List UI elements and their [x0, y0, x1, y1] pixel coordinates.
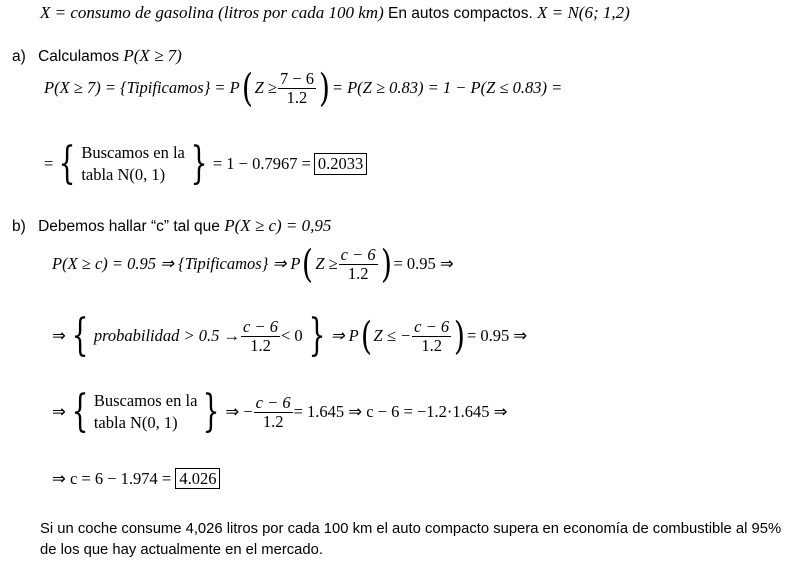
left-paren: ( — [241, 66, 253, 110]
brace-line-bottom: tabla N(0, 1) — [93, 413, 178, 432]
part-a-eq1-right: = P(Z ≥ 0.83) = 1 − P(Z ≤ 0.83) = — [331, 78, 563, 97]
intro-distribution: X = N(6; 1,2) — [537, 3, 630, 22]
part-b-equation-2 — [52, 312, 527, 360]
left-brace: { — [58, 138, 76, 189]
part-a-result-box: 0.2033 — [314, 153, 367, 175]
part-b-heading-math: P(X ≥ c) = 0,95 — [224, 216, 332, 235]
right-paren: ) — [453, 314, 466, 358]
part-b-eq1-left: P(X ≥ c) = 0.95 ⇒ {Tipificamos} ⇒ P — [52, 254, 301, 273]
intro-text: En autos compactos. — [383, 5, 538, 22]
part-b-eq2-fraction — [241, 318, 280, 355]
part-b-heading — [12, 216, 331, 236]
fraction-numerator: c − 6 — [243, 316, 278, 336]
part-b-eq2-z: Z ≤ − — [373, 326, 412, 345]
intro-line — [40, 3, 630, 23]
left-paren: ( — [360, 314, 372, 358]
part-b-eq3-fraction — [254, 394, 293, 431]
right-brace: } — [308, 310, 326, 361]
right-paren: ) — [318, 66, 330, 110]
part-b-eq4-left: ⇒ c = 6 − 1.974 = — [52, 469, 172, 488]
part-b-equation-1 — [52, 240, 454, 288]
part-b-eq1-z: Z ≥ — [315, 254, 338, 273]
fraction-numerator: c − 6 — [414, 316, 450, 336]
part-a-eq2-brace-content — [81, 142, 185, 186]
right-paren: ) — [380, 242, 392, 286]
right-brace: } — [190, 138, 208, 189]
part-b-eq3-arrow: ⇒ — [52, 402, 66, 421]
left-brace: { — [71, 310, 89, 361]
part-b-eq3-mid: ⇒ − — [225, 402, 253, 421]
part-a-eq2-equals: = — [44, 154, 54, 173]
part-a-heading-text: Calculamos — [38, 48, 124, 65]
part-b-eq2-less-than: < 0 — [281, 326, 303, 345]
part-b-equation-4 — [52, 469, 220, 489]
part-a-eq1-fraction — [278, 70, 316, 107]
part-b-eq2-probability: probabilidad > 0.5 → — [93, 326, 241, 345]
part-b-heading-text: Debemos hallar “c” tal que — [38, 218, 225, 235]
part-a-eq2-right: = 1 − 0.7967 = — [212, 154, 311, 173]
part-a-eq1-z: Z ≥ — [254, 78, 277, 97]
fraction-numerator: 7 − 6 — [279, 68, 315, 88]
fraction-denominator: 1.2 — [286, 87, 308, 107]
part-b-eq3-brace-content — [94, 390, 198, 434]
part-b-eq2-mid: ⇒ P — [330, 326, 359, 345]
part-b-label: b) — [12, 218, 26, 235]
brace-line-bottom: tabla N(0, 1) — [81, 165, 166, 184]
fraction-numerator: c − 6 — [340, 244, 376, 264]
fraction-denominator: 1.2 — [250, 335, 271, 355]
part-a-eq1-left: P(X ≥ 7) = {Tipificamos} = P — [44, 78, 240, 97]
part-a-heading — [12, 46, 182, 66]
left-brace: { — [71, 386, 89, 437]
part-b-equation-3 — [52, 388, 507, 436]
right-brace: } — [202, 386, 220, 437]
part-b-eq1-right: = 0.95 ⇒ — [393, 254, 454, 273]
part-a-equation-1 — [44, 64, 562, 112]
part-b-eq3-right: = 1.645 ⇒ c − 6 = −1.2·1.645 ⇒ — [293, 402, 508, 421]
part-a-equation-2 — [44, 140, 367, 188]
part-b-eq1-fraction — [339, 246, 378, 283]
part-b-eq2-arrow: ⇒ — [52, 326, 66, 345]
part-b-eq2-right: = 0.95 ⇒ — [466, 326, 528, 345]
fraction-denominator: 1.2 — [262, 411, 284, 431]
fraction-numerator: c − 6 — [255, 392, 291, 412]
part-b-result-box: 4.026 — [175, 468, 220, 489]
intro-variable-definition: X = consumo de gasolina (litros por cada 100 km) — [40, 3, 384, 22]
part-a-heading-math: P(X ≥ 7) — [123, 46, 182, 65]
fraction-denominator: 1.2 — [421, 335, 442, 355]
part-a-label: a) — [12, 48, 26, 65]
left-paren: ( — [302, 242, 314, 286]
brace-line-top: Buscamos en la — [81, 143, 185, 162]
brace-line-top: Buscamos en la — [93, 391, 198, 410]
part-b-eq2-fraction-2 — [412, 318, 451, 355]
conclusion-line-1: Si un coche consume 4,026 litros por cada 100 km el auto compacto supera en economía de combustible al 95% — [40, 521, 782, 537]
conclusion-line-2: de los que hay actualmente en el mercado. — [40, 542, 323, 558]
fraction-denominator: 1.2 — [347, 263, 369, 283]
